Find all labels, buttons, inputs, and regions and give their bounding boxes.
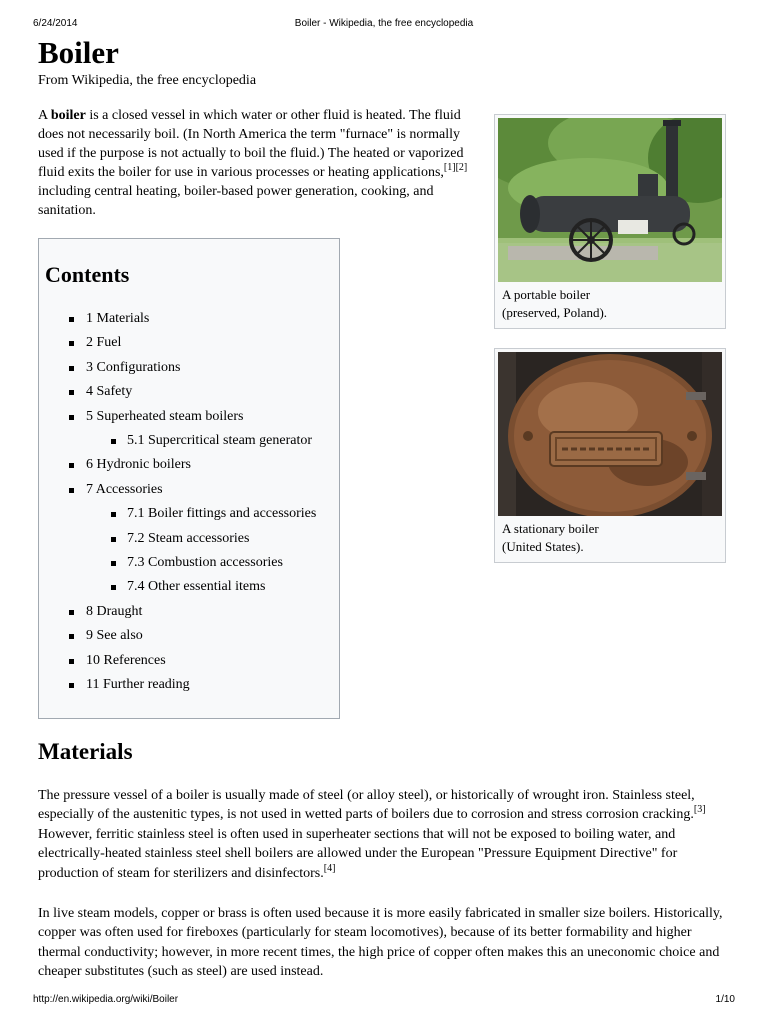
- table-of-contents: [38, 238, 340, 719]
- toc-link[interactable]: 3 Configurations: [86, 359, 181, 375]
- tagline: From Wikipedia, the free encyclopedia: [38, 73, 257, 88]
- toc-item[interactable]: [45, 307, 333, 331]
- reference-link-4[interactable]: [4]: [323, 862, 336, 874]
- print-doc-title: Boiler - Wikipedia, the free encyclopedia: [294, 18, 474, 29]
- toc-link[interactable]: 11 Further reading: [86, 677, 190, 693]
- caption-line-2: (United States).: [502, 539, 584, 554]
- figure-portable-boiler: [494, 114, 726, 329]
- toc-link[interactable]: 7.1 Boiler fittings and accessories: [127, 506, 317, 522]
- page-title: Boiler: [38, 35, 119, 70]
- materials-paragraph-2: In live steam models, copper or brass is often used because it is more easily fabricated in smaller size boilers. Historically, copper was often used for fireboxes (particularly for steam locomotives), because of its better formability and higher thermal conductivity; however, in more recent times, the high price of copper often makes this an uneconomic choice and cheaper substitutes (such as steel) are used instead.: [38, 906, 723, 980]
- toc-link[interactable]: 7.4 Other essential items: [127, 579, 266, 595]
- toc-item[interactable]: [45, 673, 333, 697]
- toc-item[interactable]: [45, 356, 333, 380]
- figure-caption: [498, 282, 722, 325]
- toc-subitem[interactable]: [45, 429, 333, 453]
- reference-link-2[interactable]: [2]: [455, 162, 468, 173]
- lead-text-2: is a closed vessel in which water or other fluid is heated. The fluid does not necessarily boil. (In North America the term "furnace" is normally used if the purpose is not actually to boil the fluid.) The heated or vaporized fluid exits the boiler for use in various processes or heating applications,: [38, 108, 464, 180]
- toc-item[interactable]: [45, 478, 333, 502]
- figure-stationary-boiler: [494, 348, 726, 563]
- toc-link[interactable]: 7.3 Combustion accessories: [127, 555, 283, 571]
- toc-link[interactable]: 5.1 Supercritical steam generator: [127, 433, 313, 449]
- lead-bold-term: boiler: [50, 108, 86, 123]
- toc-item[interactable]: [45, 649, 333, 673]
- section-heading-materials: Materials: [38, 739, 133, 764]
- toc-list: [45, 307, 333, 698]
- toc-item[interactable]: [45, 331, 333, 355]
- print-date: 6/24/2014: [33, 18, 78, 29]
- toc-item[interactable]: [45, 380, 333, 404]
- caption-line-2: (preserved, Poland).: [502, 305, 608, 320]
- toc-link[interactable]: 4 Safety: [86, 384, 133, 400]
- toc-subitem[interactable]: [45, 575, 333, 599]
- toc-subitem[interactable]: [45, 551, 333, 575]
- toc-link[interactable]: 8 Draught: [86, 603, 143, 619]
- print-footer: [33, 994, 735, 1008]
- toc-item[interactable]: [45, 453, 333, 477]
- print-url: http://en.wikipedia.org/wiki/Boiler: [33, 994, 179, 1005]
- print-page-number: 1/10: [715, 994, 735, 1005]
- lead-text-3: including central heating, boiler-based power generation, cooking, and sanitation.: [38, 184, 434, 218]
- reference-link-3[interactable]: [3]: [693, 804, 706, 816]
- toc-link[interactable]: 7 Accessories: [86, 481, 163, 497]
- toc-heading: Contents: [45, 262, 130, 287]
- toc-link[interactable]: 1 Materials: [86, 311, 150, 326]
- materials-paragraph-1: [38, 786, 732, 883]
- toc-subitem[interactable]: [45, 527, 333, 551]
- toc-link[interactable]: 9 See also: [86, 628, 143, 644]
- toc-link[interactable]: 6 Hydronic boilers: [86, 457, 191, 473]
- figure-caption: [498, 516, 722, 559]
- caption-line-1: A stationary boiler: [502, 521, 599, 536]
- stationary-boiler-image[interactable]: [498, 352, 722, 516]
- print-header: [33, 18, 735, 32]
- paragraph-text: The pressure vessel of a boiler is usually made of steel (or alloy steel), or historically of wrought iron. Stainless steel, especially of the austenitic types, is not used in wetted parts of boilers due to corrosion and stress corrosion cracking.: [38, 788, 695, 823]
- article: [38, 34, 732, 980]
- toc-link[interactable]: 7.2 Steam accessories: [127, 530, 250, 546]
- reference-link-1[interactable]: [1]: [443, 162, 456, 173]
- toc-item[interactable]: [45, 405, 333, 429]
- paragraph-text: However, ferritic stainless steel is often used in superheater sections that will not be exposed to boiling water, and electrically-heated stainless steel shell boilers are allowed under the European "Pressure Equipment Directive" for production of steam for sterilizers and disinfectors.: [38, 826, 678, 881]
- toc-link[interactable]: 5 Superheated steam boilers: [86, 408, 244, 424]
- toc-link[interactable]: 2 Fuel: [86, 335, 122, 351]
- toc-item[interactable]: [45, 600, 333, 624]
- toc-link[interactable]: 10 References: [86, 652, 166, 668]
- lead-paragraph: [38, 106, 478, 220]
- toc-item[interactable]: [45, 624, 333, 648]
- caption-line-1: A portable boiler: [502, 287, 591, 302]
- toc-subitem[interactable]: [45, 502, 333, 526]
- lead-text-1: A: [38, 108, 51, 123]
- portable-boiler-image[interactable]: [498, 118, 722, 282]
